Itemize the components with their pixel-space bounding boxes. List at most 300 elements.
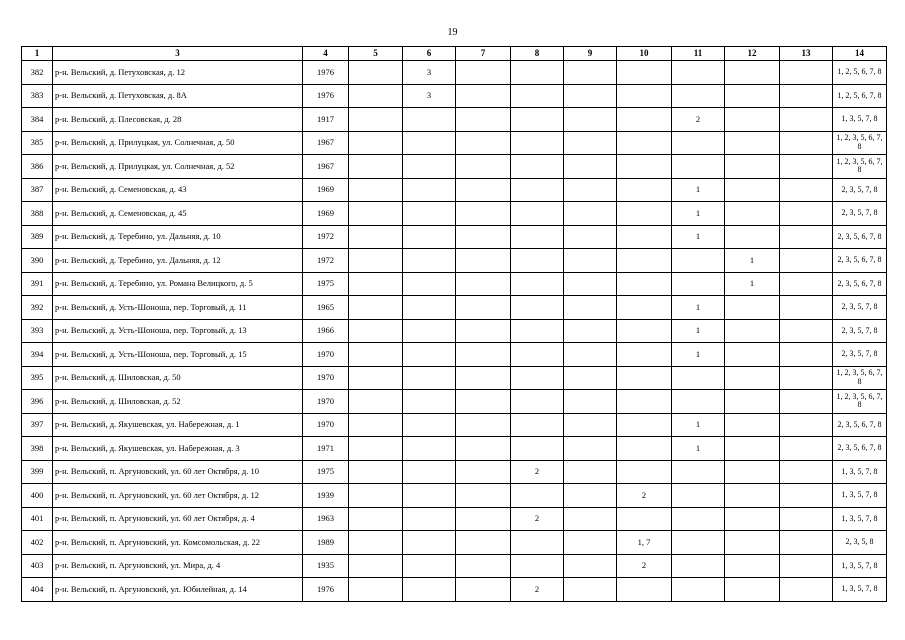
cell-col-9 — [564, 272, 617, 296]
cell-col-13 — [780, 319, 833, 343]
cell-col-6 — [403, 178, 456, 202]
cell-row-number: 402 — [22, 531, 53, 555]
cell-year: 1967 — [303, 155, 349, 179]
cell-col-7 — [456, 507, 511, 531]
cell-col-14: 1, 3, 5, 7, 8 — [833, 484, 887, 508]
cell-col-8 — [511, 484, 564, 508]
table-row — [22, 507, 887, 531]
cell-address: р-н. Вельский, д. Теребино, ул. Дальняя, д. 12 — [53, 249, 303, 273]
cell-col-7 — [456, 296, 511, 320]
cell-col-5 — [349, 272, 403, 296]
cell-col-9 — [564, 249, 617, 273]
cell-col-6 — [403, 366, 456, 390]
cell-col-9 — [564, 178, 617, 202]
cell-address: р-н. Вельский, д. Плесовская, д. 28 — [53, 108, 303, 132]
cell-col-12 — [725, 202, 780, 226]
table-row — [22, 108, 887, 132]
cell-col-14: 1, 3, 5, 7, 8 — [833, 507, 887, 531]
cell-col-14: 1, 2, 3, 5, 6, 7, 8 — [833, 366, 887, 390]
cell-col-7 — [456, 108, 511, 132]
cell-year: 1975 — [303, 460, 349, 484]
cell-col-6 — [403, 249, 456, 273]
cell-col-6 — [403, 155, 456, 179]
cell-col-13 — [780, 178, 833, 202]
table-row — [22, 84, 887, 108]
cell-col-7 — [456, 343, 511, 367]
cell-year: 1976 — [303, 61, 349, 85]
cell-col-5 — [349, 390, 403, 414]
header-col-8: 8 — [511, 47, 564, 61]
table-row — [22, 554, 887, 578]
cell-col-5 — [349, 249, 403, 273]
table-row — [22, 272, 887, 296]
cell-col-7 — [456, 272, 511, 296]
cell-col-9 — [564, 460, 617, 484]
cell-address: р-н. Вельский, д. Якушевская, ул. Набережная, д. 1 — [53, 413, 303, 437]
cell-col-13 — [780, 272, 833, 296]
cell-col-10 — [617, 202, 672, 226]
cell-col-12 — [725, 319, 780, 343]
cell-col-9 — [564, 531, 617, 555]
cell-col-9 — [564, 155, 617, 179]
cell-col-11: 1 — [672, 225, 725, 249]
cell-col-6 — [403, 272, 456, 296]
cell-col-11 — [672, 578, 725, 602]
cell-address: р-н. Вельский, д. Прилуцкая, ул. Солнечная, д. 50 — [53, 131, 303, 155]
cell-address: р-н. Вельский, п. Аргуновский, ул. 60 лет Октября, д. 12 — [53, 484, 303, 508]
cell-col-8 — [511, 178, 564, 202]
cell-col-11: 1 — [672, 296, 725, 320]
cell-col-14: 1, 2, 5, 6, 7, 8 — [833, 61, 887, 85]
cell-col-10: 2 — [617, 484, 672, 508]
cell-row-number: 388 — [22, 202, 53, 226]
cell-col-10 — [617, 366, 672, 390]
cell-col-6 — [403, 554, 456, 578]
cell-year: 1966 — [303, 319, 349, 343]
cell-col-7 — [456, 178, 511, 202]
header-col-9: 9 — [564, 47, 617, 61]
cell-col-9 — [564, 108, 617, 132]
cell-col-9 — [564, 343, 617, 367]
cell-col-9 — [564, 131, 617, 155]
cell-col-13 — [780, 578, 833, 602]
cell-col-11: 1 — [672, 437, 725, 461]
table-header-row — [22, 47, 887, 61]
cell-col-11 — [672, 484, 725, 508]
cell-col-10 — [617, 178, 672, 202]
cell-col-13 — [780, 296, 833, 320]
buildings-table — [21, 46, 887, 602]
cell-col-10: 1, 7 — [617, 531, 672, 555]
cell-col-6 — [403, 484, 456, 508]
cell-address: р-н. Вельский, д. Усть-Шоноша, пер. Торговый, д. 13 — [53, 319, 303, 343]
cell-col-8 — [511, 108, 564, 132]
cell-col-12: 1 — [725, 249, 780, 273]
cell-col-5 — [349, 437, 403, 461]
table-row — [22, 413, 887, 437]
cell-col-14: 1, 3, 5, 7, 8 — [833, 578, 887, 602]
cell-col-13 — [780, 531, 833, 555]
cell-col-11: 1 — [672, 202, 725, 226]
cell-col-6 — [403, 413, 456, 437]
table-row — [22, 249, 887, 273]
cell-year: 1970 — [303, 343, 349, 367]
cell-col-5 — [349, 460, 403, 484]
cell-col-7 — [456, 366, 511, 390]
cell-col-8 — [511, 202, 564, 226]
cell-col-13 — [780, 131, 833, 155]
cell-address: р-н. Вельский, д. Усть-Шоноша, пер. Торговый, д. 11 — [53, 296, 303, 320]
cell-row-number: 400 — [22, 484, 53, 508]
table-row — [22, 296, 887, 320]
table-row — [22, 319, 887, 343]
cell-col-13 — [780, 108, 833, 132]
cell-col-9 — [564, 84, 617, 108]
cell-col-7 — [456, 155, 511, 179]
cell-year: 1972 — [303, 249, 349, 273]
cell-col-5 — [349, 178, 403, 202]
cell-row-number: 401 — [22, 507, 53, 531]
cell-col-5 — [349, 225, 403, 249]
cell-row-number: 386 — [22, 155, 53, 179]
cell-col-12 — [725, 131, 780, 155]
cell-col-10 — [617, 319, 672, 343]
cell-row-number: 393 — [22, 319, 53, 343]
header-col-5: 5 — [349, 47, 403, 61]
cell-row-number: 383 — [22, 84, 53, 108]
cell-col-5 — [349, 155, 403, 179]
cell-col-5 — [349, 413, 403, 437]
cell-col-9 — [564, 366, 617, 390]
cell-col-5 — [349, 531, 403, 555]
header-col-14: 14 — [833, 47, 887, 61]
cell-address: р-н. Вельский, д. Прилуцкая, ул. Солнечная, д. 52 — [53, 155, 303, 179]
cell-col-7 — [456, 61, 511, 85]
cell-address: р-н. Вельский, д. Усть-Шоноша, пер. Торговый, д. 15 — [53, 343, 303, 367]
cell-row-number: 382 — [22, 61, 53, 85]
cell-col-7 — [456, 484, 511, 508]
cell-col-13 — [780, 507, 833, 531]
cell-col-5 — [349, 319, 403, 343]
cell-col-10 — [617, 296, 672, 320]
cell-col-12 — [725, 61, 780, 85]
cell-col-13 — [780, 84, 833, 108]
cell-col-12 — [725, 460, 780, 484]
cell-col-5 — [349, 61, 403, 85]
cell-col-14: 1, 2, 3, 5, 6, 7, 8 — [833, 155, 887, 179]
cell-col-8: 2 — [511, 460, 564, 484]
cell-col-5 — [349, 507, 403, 531]
cell-col-11: 1 — [672, 413, 725, 437]
cell-col-5 — [349, 84, 403, 108]
cell-col-6 — [403, 296, 456, 320]
cell-col-6 — [403, 343, 456, 367]
cell-col-9 — [564, 296, 617, 320]
table-row — [22, 366, 887, 390]
cell-year: 1989 — [303, 531, 349, 555]
cell-col-12 — [725, 390, 780, 414]
cell-col-11 — [672, 61, 725, 85]
cell-col-8 — [511, 437, 564, 461]
cell-col-9 — [564, 319, 617, 343]
header-col-10: 10 — [617, 47, 672, 61]
cell-row-number: 395 — [22, 366, 53, 390]
cell-address: р-н. Вельский, д. Петуховская, д. 8А — [53, 84, 303, 108]
cell-address: р-н. Вельский, д. Шиловская, д. 52 — [53, 390, 303, 414]
cell-col-11 — [672, 554, 725, 578]
cell-col-13 — [780, 61, 833, 85]
cell-year: 1976 — [303, 578, 349, 602]
cell-address: р-н. Вельский, д. Шиловская, д. 50 — [53, 366, 303, 390]
cell-address: р-н. Вельский, д. Теребино, ул. Романа Велицкого, д. 5 — [53, 272, 303, 296]
cell-col-14: 1, 3, 5, 7, 8 — [833, 108, 887, 132]
cell-col-5 — [349, 554, 403, 578]
cell-col-9 — [564, 202, 617, 226]
cell-col-10 — [617, 507, 672, 531]
cell-col-8 — [511, 131, 564, 155]
cell-col-14: 2, 3, 5, 7, 8 — [833, 202, 887, 226]
cell-col-13 — [780, 390, 833, 414]
cell-col-11 — [672, 507, 725, 531]
cell-col-7 — [456, 319, 511, 343]
cell-col-13 — [780, 249, 833, 273]
cell-col-9 — [564, 484, 617, 508]
table-row — [22, 460, 887, 484]
cell-col-8 — [511, 554, 564, 578]
cell-col-5 — [349, 131, 403, 155]
cell-year: 1969 — [303, 202, 349, 226]
cell-col-7 — [456, 131, 511, 155]
header-col-12: 12 — [725, 47, 780, 61]
cell-row-number: 385 — [22, 131, 53, 155]
cell-col-5 — [349, 366, 403, 390]
cell-col-13 — [780, 437, 833, 461]
cell-row-number: 390 — [22, 249, 53, 273]
cell-col-14: 2, 3, 5, 7, 8 — [833, 343, 887, 367]
cell-col-13 — [780, 554, 833, 578]
cell-col-13 — [780, 460, 833, 484]
cell-col-6 — [403, 531, 456, 555]
cell-year: 1972 — [303, 225, 349, 249]
cell-col-6 — [403, 131, 456, 155]
cell-row-number: 394 — [22, 343, 53, 367]
cell-col-6 — [403, 460, 456, 484]
cell-col-12 — [725, 507, 780, 531]
table-row — [22, 343, 887, 367]
header-col-11: 11 — [672, 47, 725, 61]
cell-col-8 — [511, 84, 564, 108]
cell-row-number: 392 — [22, 296, 53, 320]
cell-row-number: 384 — [22, 108, 53, 132]
cell-row-number: 399 — [22, 460, 53, 484]
cell-row-number: 391 — [22, 272, 53, 296]
cell-row-number: 398 — [22, 437, 53, 461]
cell-address: р-н. Вельский, д. Семеновская, д. 45 — [53, 202, 303, 226]
cell-col-14: 2, 3, 5, 8 — [833, 531, 887, 555]
cell-col-8 — [511, 390, 564, 414]
table-row — [22, 225, 887, 249]
cell-col-8 — [511, 319, 564, 343]
cell-col-9 — [564, 61, 617, 85]
cell-col-5 — [349, 202, 403, 226]
cell-col-14: 2, 3, 5, 6, 7, 8 — [833, 437, 887, 461]
cell-col-7 — [456, 225, 511, 249]
cell-col-14: 1, 2, 3, 5, 6, 7, 8 — [833, 131, 887, 155]
cell-col-10: 2 — [617, 554, 672, 578]
cell-col-11: 1 — [672, 319, 725, 343]
cell-col-7 — [456, 437, 511, 461]
cell-year: 1969 — [303, 178, 349, 202]
cell-address: р-н. Вельский, п. Аргуновский, ул. 60 лет Октября, д. 10 — [53, 460, 303, 484]
table-row — [22, 155, 887, 179]
cell-col-6 — [403, 390, 456, 414]
cell-col-12 — [725, 296, 780, 320]
cell-col-10 — [617, 390, 672, 414]
cell-col-8 — [511, 272, 564, 296]
cell-col-9 — [564, 413, 617, 437]
cell-col-7 — [456, 390, 511, 414]
cell-col-10 — [617, 225, 672, 249]
cell-row-number: 396 — [22, 390, 53, 414]
cell-col-11 — [672, 460, 725, 484]
cell-year: 1939 — [303, 484, 349, 508]
cell-col-12 — [725, 343, 780, 367]
cell-col-12 — [725, 366, 780, 390]
cell-col-7 — [456, 413, 511, 437]
cell-col-6 — [403, 507, 456, 531]
header-address: 3 — [53, 47, 303, 61]
cell-col-14: 2, 3, 5, 7, 8 — [833, 319, 887, 343]
cell-col-10 — [617, 61, 672, 85]
cell-address: р-н. Вельский, п. Аргуновский, ул. Комсомольская, д. 22 — [53, 531, 303, 555]
cell-col-7 — [456, 578, 511, 602]
cell-col-5 — [349, 296, 403, 320]
cell-col-11 — [672, 84, 725, 108]
cell-col-10 — [617, 108, 672, 132]
header-col-6: 6 — [403, 47, 456, 61]
cell-row-number: 389 — [22, 225, 53, 249]
cell-col-12 — [725, 413, 780, 437]
cell-col-12 — [725, 108, 780, 132]
cell-col-6 — [403, 578, 456, 602]
cell-col-11 — [672, 390, 725, 414]
table-row — [22, 61, 887, 85]
cell-year: 1971 — [303, 437, 349, 461]
cell-col-13 — [780, 225, 833, 249]
cell-col-13 — [780, 343, 833, 367]
cell-row-number: 404 — [22, 578, 53, 602]
cell-col-8 — [511, 413, 564, 437]
cell-col-14: 2, 3, 5, 6, 7, 8 — [833, 249, 887, 273]
cell-col-7 — [456, 460, 511, 484]
cell-col-7 — [456, 202, 511, 226]
cell-col-13 — [780, 366, 833, 390]
table-row — [22, 484, 887, 508]
cell-address: р-н. Вельский, д. Теребино, ул. Дальняя, д. 10 — [53, 225, 303, 249]
cell-col-9 — [564, 225, 617, 249]
cell-col-8 — [511, 61, 564, 85]
cell-row-number: 387 — [22, 178, 53, 202]
cell-col-9 — [564, 507, 617, 531]
cell-row-number: 397 — [22, 413, 53, 437]
cell-address: р-н. Вельский, д. Якушевская, ул. Набережная, д. 3 — [53, 437, 303, 461]
cell-col-5 — [349, 578, 403, 602]
cell-col-6 — [403, 225, 456, 249]
cell-col-8: 2 — [511, 578, 564, 602]
page-number: 19 — [447, 27, 458, 38]
cell-col-6 — [403, 108, 456, 132]
cell-col-10 — [617, 272, 672, 296]
cell-col-12 — [725, 578, 780, 602]
cell-col-8 — [511, 366, 564, 390]
table-row — [22, 202, 887, 226]
cell-col-5 — [349, 108, 403, 132]
cell-col-10 — [617, 155, 672, 179]
cell-col-11 — [672, 155, 725, 179]
cell-col-10 — [617, 578, 672, 602]
cell-col-10 — [617, 343, 672, 367]
cell-col-13 — [780, 202, 833, 226]
cell-col-8 — [511, 531, 564, 555]
cell-col-12 — [725, 225, 780, 249]
cell-col-10 — [617, 413, 672, 437]
cell-col-12 — [725, 178, 780, 202]
cell-col-11: 1 — [672, 178, 725, 202]
cell-col-12 — [725, 531, 780, 555]
cell-address: р-н. Вельский, п. Аргуновский, ул. Юбилейная, д. 14 — [53, 578, 303, 602]
table-row — [22, 178, 887, 202]
table-row — [22, 531, 887, 555]
cell-col-13 — [780, 155, 833, 179]
cell-col-9 — [564, 578, 617, 602]
cell-col-9 — [564, 437, 617, 461]
cell-col-12 — [725, 155, 780, 179]
cell-row-number: 403 — [22, 554, 53, 578]
table-row — [22, 578, 887, 602]
cell-address: р-н. Вельский, д. Семеновская, д. 43 — [53, 178, 303, 202]
cell-col-6 — [403, 319, 456, 343]
header-col-7: 7 — [456, 47, 511, 61]
cell-col-10 — [617, 437, 672, 461]
cell-col-10 — [617, 131, 672, 155]
cell-col-13 — [780, 484, 833, 508]
cell-year: 1970 — [303, 366, 349, 390]
cell-col-12 — [725, 484, 780, 508]
cell-col-11 — [672, 272, 725, 296]
table-row — [22, 437, 887, 461]
cell-col-10 — [617, 460, 672, 484]
cell-col-9 — [564, 554, 617, 578]
cell-col-7 — [456, 249, 511, 273]
cell-col-7 — [456, 84, 511, 108]
cell-col-11 — [672, 249, 725, 273]
cell-col-6 — [403, 437, 456, 461]
cell-col-13 — [780, 413, 833, 437]
cell-col-11 — [672, 366, 725, 390]
cell-year: 1970 — [303, 413, 349, 437]
cell-year: 1975 — [303, 272, 349, 296]
cell-col-6: 3 — [403, 61, 456, 85]
cell-year: 1965 — [303, 296, 349, 320]
cell-col-10 — [617, 249, 672, 273]
cell-col-12 — [725, 437, 780, 461]
cell-address: р-н. Вельский, п. Аргуновский, ул. Мира, д. 4 — [53, 554, 303, 578]
cell-col-5 — [349, 343, 403, 367]
cell-col-11 — [672, 531, 725, 555]
cell-year: 1917 — [303, 108, 349, 132]
cell-col-8 — [511, 155, 564, 179]
cell-col-14: 2, 3, 5, 7, 8 — [833, 296, 887, 320]
